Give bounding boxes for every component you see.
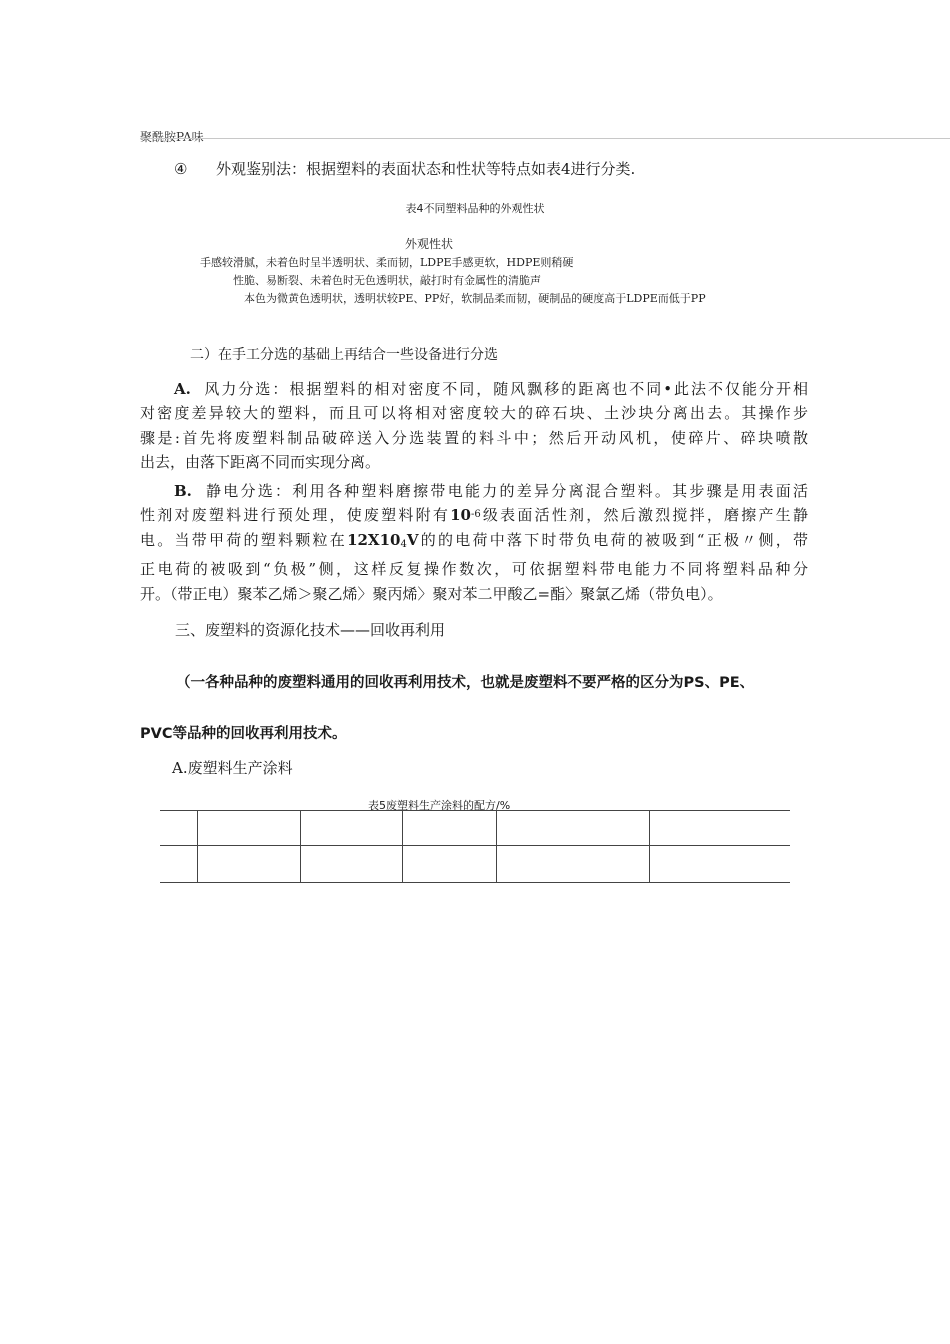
- paragraph-line: 对密度差异较大的塑料，而且可以将相对密度较大的碎石块、土沙块分离出去。其操作步: [140, 404, 808, 423]
- general-technique-line-2: PVC等品种的回收再利用技术。: [140, 726, 347, 742]
- paragraph-line: 正电荷的被吸到“负极”侧，这样反复操作数次，可依据塑料带电能力不同将塑料品种分: [140, 560, 808, 579]
- general-technique-line-1: （一各种品种的废塑料通用的回收再利用技术，也就是废塑料不要严格的区分为PS、PE、: [176, 675, 755, 691]
- paragraph-a: [140, 377, 808, 475]
- table-cell: [650, 811, 791, 846]
- method-4-line: [174, 158, 635, 179]
- paragraph-line: 开。（带正电）聚苯乙烯＞聚乙烯〉聚丙烯〉聚对苯二甲酸乙=酯〉聚氯乙烯（带负电）。: [140, 584, 723, 603]
- section-2-heading: 二）在手工分选的基础上再结合一些设备进行分选: [190, 347, 498, 363]
- table-row: [160, 811, 790, 846]
- page-header: 聚酰胺PA味: [140, 130, 204, 144]
- table-cell: [301, 846, 403, 883]
- table-cell: [160, 811, 198, 846]
- table-4-title: 表4不同塑料品种的外观性状: [405, 202, 545, 215]
- table-cell: [198, 811, 301, 846]
- paragraph-line: B. 静电分选：利用各种塑料磨擦带电能力的差异分离混合塑料。其步骤是用表面活: [174, 482, 808, 500]
- paragraph-b: [140, 479, 808, 606]
- table-4-row: 本色为微黄色透明状，透明状较PE、PP好，软制品柔而韧，硬制品的硬度高于LDPE而低于PP: [244, 292, 706, 305]
- table-4-row: 性脆、易断裂、未着色时无色透明状，敲打时有金属性的清脆声: [233, 274, 541, 287]
- paragraph-line: A. 风力分选：根据塑料的相对密度不同，随风飘移的距离也不同•此法不仅能分开相: [174, 380, 808, 398]
- paragraph-line: 骤是:首先将废塑料制品破碎送入分选装置的料斗中；然后开动风机，使碎片、碎块喷散: [140, 428, 808, 447]
- table-cell: [403, 846, 497, 883]
- paragraph-line: 出去，由落下距离不同而实现分离。: [140, 453, 381, 472]
- table-cell: [198, 846, 301, 883]
- paragraph-line: 电。当带甲荷的塑料颗粒在$12X10_4V$的的电荷中落下时带负电荷的被吸到“正极〃侧，带: [140, 530, 808, 550]
- table-cell: [160, 846, 198, 883]
- section-3-heading: 三、废塑料的资源化技术——回收再利用: [175, 621, 446, 639]
- table-cell: [497, 811, 650, 846]
- item-label-a: A.: [174, 380, 191, 398]
- subsection-a-heading: A.废塑料生产涂料: [172, 759, 293, 777]
- table-4-row: 手感较滑腻，未着色时呈半透明状、柔而韧，LDPE手感更软，HDPE则稍硬: [200, 256, 574, 269]
- table-4-column-header: 外观性状: [405, 237, 454, 251]
- table-cell: [497, 846, 650, 883]
- table-5: [160, 810, 790, 883]
- paragraph-line: 性剂对废塑料进行预处理，使废塑料附有$10^{-6}$级表面活性剂，然后激烈搅拌，磨擦产生静: [140, 506, 808, 525]
- method-4-text: 外观鉴别法：根据塑料的表面状态和性状等特点如表4进行分类.: [216, 160, 636, 178]
- header-divider: [140, 138, 950, 139]
- table-5-title: 表5废塑料生产涂料的配方/%: [368, 799, 511, 812]
- table-cell: [650, 846, 791, 883]
- table-cell: [403, 811, 497, 846]
- table-row: [160, 846, 790, 883]
- circled-number-4: ④: [174, 160, 188, 178]
- table-cell: [301, 811, 403, 846]
- item-label-b: B.: [174, 482, 192, 500]
